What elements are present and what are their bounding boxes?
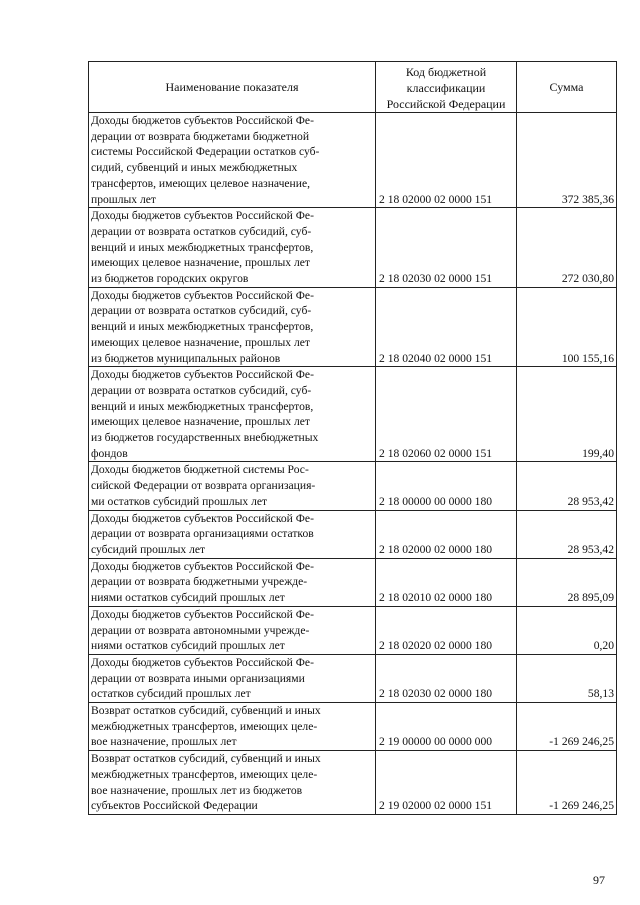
indicator-name-line: дерации от возврата иными организациями [91, 671, 305, 685]
indicator-name-line: Доходы бюджетов субъектов Российской Фе- [91, 288, 314, 302]
indicator-name-line: субъектов Российской Федерации [91, 799, 258, 813]
table-header-row [89, 62, 617, 113]
indicator-name-line: Доходы бюджетов субъектов Российской Фе- [91, 655, 314, 669]
table-row [89, 606, 617, 654]
indicator-name-line: венций и иных межбюджетных трансфертов, [91, 399, 314, 413]
table-row [89, 558, 617, 606]
indicator-name-line: дерации от возврата бюджетами бюджетной [91, 129, 310, 143]
classification-code: 2 19 00000 00 0000 000 [376, 703, 517, 751]
indicator-name-line: вое назначение, прошлых лет [91, 735, 237, 749]
indicator-name [89, 606, 376, 654]
indicator-name-line: ниями остатков субсидий прошлых лет [91, 639, 285, 653]
classification-code: 2 18 02020 02 0000 180 [376, 606, 517, 654]
table-row [89, 654, 617, 702]
table-row [89, 367, 617, 462]
indicator-name-line: Доходы бюджетов субъектов Российской Фе- [91, 511, 314, 525]
indicator-name-line: Возврат остатков субсидий, субвенций и иных [91, 752, 321, 766]
indicator-name-line: из бюджетов государственных внебюджетных [91, 431, 319, 445]
indicator-name-line: системы Российской Федерации остатков суб- [91, 145, 320, 159]
amount: 0,20 [517, 606, 617, 654]
classification-code: 2 18 00000 00 0000 180 [376, 462, 517, 510]
amount: 58,13 [517, 654, 617, 702]
indicator-name-line: Доходы бюджетов субъектов Российской Фе- [91, 368, 314, 382]
amount: 28 953,42 [517, 510, 617, 558]
indicator-name-line: дерации от возврата остатков субсидий, суб- [91, 304, 312, 318]
classification-code: 2 18 02030 02 0000 151 [376, 208, 517, 288]
budget-table [88, 61, 617, 815]
indicator-name [89, 558, 376, 606]
indicator-name [89, 208, 376, 288]
classification-code: 2 18 02040 02 0000 151 [376, 287, 517, 367]
indicator-name-line: фондов [91, 446, 128, 460]
amount: -1 269 246,25 [517, 703, 617, 751]
indicator-name [89, 510, 376, 558]
indicator-name [89, 113, 376, 208]
page-number: 97 [593, 873, 605, 887]
indicator-name [89, 751, 376, 815]
amount: 272 030,80 [517, 208, 617, 288]
indicator-name-line: имеющих целевое назначение, прошлых лет [91, 415, 310, 429]
indicator-name-line: Доходы бюджетов бюджетной системы Рос- [91, 463, 309, 477]
indicator-name-line: дерации от возврата бюджетными учрежде- [91, 575, 308, 589]
amount: 28 953,42 [517, 462, 617, 510]
indicator-name-line: из бюджетов муниципальных районов [91, 351, 281, 365]
indicator-name-line: Доходы бюджетов субъектов Российской Фе- [91, 607, 314, 621]
indicator-name [89, 703, 376, 751]
indicator-name-line: венций и иных межбюджетных трансфертов, [91, 240, 314, 254]
amount: 28 895,09 [517, 558, 617, 606]
table-row [89, 703, 617, 751]
header-name: Наименование показателя [89, 62, 376, 113]
classification-code: 2 18 02030 02 0000 180 [376, 654, 517, 702]
indicator-name [89, 367, 376, 462]
indicator-name-line: ниями остатков субсидий прошлых лет [91, 591, 285, 605]
indicator-name-line: дерации от возврата автономными учрежде- [91, 623, 310, 637]
indicator-name-line: трансфертов, имеющих целевое назначение, [91, 176, 311, 190]
indicator-name-line: межбюджетных трансфертов, имеющих целе- [91, 767, 318, 781]
table-row [89, 208, 617, 288]
indicator-name-line: имеющих целевое назначение, прошлых лет [91, 335, 310, 349]
indicator-name-line: прошлых лет [91, 192, 156, 206]
classification-code: 2 18 02000 02 0000 180 [376, 510, 517, 558]
classification-code: 2 18 02060 02 0000 151 [376, 367, 517, 462]
indicator-name [89, 462, 376, 510]
indicator-name-line: из бюджетов городских округов [91, 272, 249, 286]
table-row [89, 751, 617, 815]
header-sum: Сумма [517, 62, 617, 113]
indicator-name-line: межбюджетных трансфертов, имеющих целе- [91, 719, 318, 733]
amount: -1 269 246,25 [517, 751, 617, 815]
indicator-name-line: Доходы бюджетов субъектов Российской Фе- [91, 114, 314, 127]
indicator-name-line: ми остатков субсидий прошлых лет [91, 494, 268, 508]
indicator-name-line: остатков субсидий прошлых лет [91, 687, 251, 701]
indicator-name-line: дерации от возврата остатков субсидий, суб- [91, 224, 312, 238]
table-row [89, 462, 617, 510]
indicator-name-line: дерации от возврата организациями остатков [91, 527, 314, 541]
indicator-name-line: имеющих целевое назначение, прошлых лет [91, 256, 310, 270]
indicator-name-line: субсидий прошлых лет [91, 542, 206, 556]
indicator-name-line: сидий, субвенций и иных межбюджетных [91, 161, 298, 175]
indicator-name-line: Доходы бюджетов субъектов Российской Фе- [91, 209, 314, 223]
indicator-name-line: дерации от возврата остатков субсидий, суб- [91, 383, 312, 397]
indicator-name-line: вое назначение, прошлых лет из бюджетов [91, 783, 303, 797]
indicator-name [89, 654, 376, 702]
amount: 199,40 [517, 367, 617, 462]
amount: 100 155,16 [517, 287, 617, 367]
header-code: Код бюджетной классификации Российской Федерации [376, 62, 517, 113]
indicator-name-line: Возврат остатков субсидий, субвенций и иных [91, 704, 321, 718]
amount: 372 385,36 [517, 113, 617, 208]
table-row [89, 113, 617, 208]
indicator-name-line: сийской Федерации от возврата организация- [91, 479, 316, 493]
classification-code: 2 18 02010 02 0000 180 [376, 558, 517, 606]
table-row [89, 510, 617, 558]
indicator-name-line: венций и иных межбюджетных трансфертов, [91, 320, 314, 334]
table-row [89, 287, 617, 367]
classification-code: 2 18 02000 02 0000 151 [376, 113, 517, 208]
indicator-name [89, 287, 376, 367]
indicator-name-line: Доходы бюджетов субъектов Российской Фе- [91, 559, 314, 573]
classification-code: 2 19 02000 02 0000 151 [376, 751, 517, 815]
